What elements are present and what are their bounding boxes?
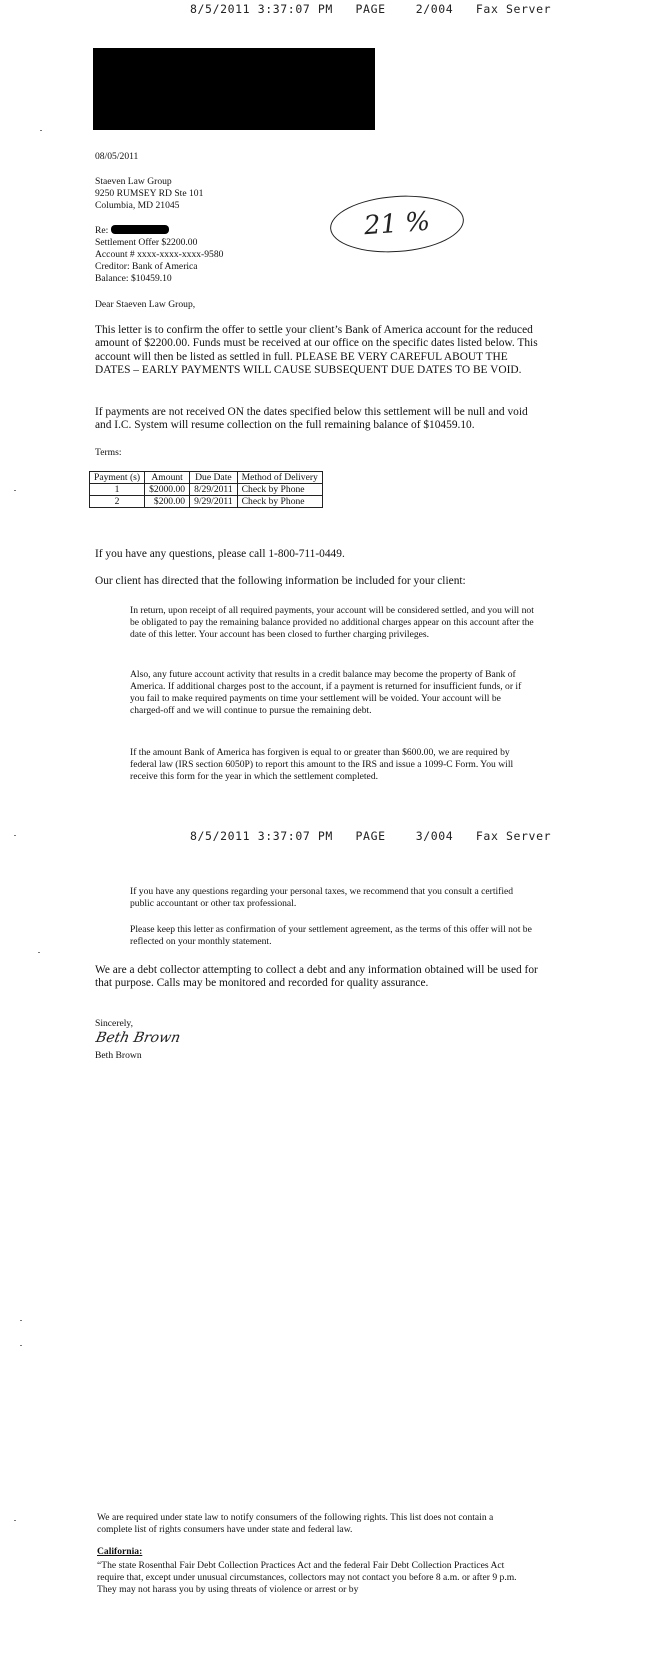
scan-speck xyxy=(14,835,16,836)
fax-header-page-2: 8/5/2011 3:37:07 PM PAGE 2/004 Fax Server xyxy=(190,2,552,16)
scan-speck xyxy=(14,490,16,491)
redacted-name xyxy=(111,225,169,234)
questions-line: If you have any questions, please call 1-800-711-0449. xyxy=(95,548,345,560)
account-number: Account # xxxx-xxxx-xxxx-9580 xyxy=(95,249,224,260)
re-label: Re: xyxy=(95,225,109,236)
scan-speck xyxy=(14,1520,16,1521)
state-law-notice: We are required under state law to notify consumers of the following rights. This list does not contain a complete list of rights consumers have under state and federal law. xyxy=(97,1512,494,1535)
terms-header-row xyxy=(90,472,323,484)
signer-name: Beth Brown xyxy=(95,1050,142,1061)
table-row xyxy=(90,484,323,496)
handwritten-percent-circle xyxy=(328,191,466,256)
california-heading: California: xyxy=(97,1546,143,1557)
letter-date: 08/05/2011 xyxy=(95,151,139,162)
salutation: Dear Staeven Law Group, xyxy=(95,299,196,310)
settlement-offer: Settlement Offer $2200.00 xyxy=(95,237,198,248)
redacted-letterhead xyxy=(93,48,375,130)
creditor: Creditor: Bank of America xyxy=(95,261,198,272)
scan-speck xyxy=(20,1320,22,1321)
terms-table-wrapper xyxy=(89,471,323,508)
fax-header-page-3: 8/5/2011 3:37:07 PM PAGE 3/004 Fax Server xyxy=(190,829,552,843)
debt-collector-notice: We are a debt collector attempting to collect a debt and any information obtained will be used for that purpose. Calls may be monitored and recorded for quality assurance. xyxy=(95,964,538,990)
null-void-paragraph: If payments are not received ON the dates specified below this settlement will be null and void and I.C. System will resume collection on the full remaining balance of $10459.10. xyxy=(95,406,528,432)
indent-irs-paragraph: If the amount Bank of America has forgiven is equal to or greater than $600.00, we are required by federal law (IRS section 6050P) to report this amount to the IRS and issue a 1099-C Form. You will receive this form for the year in which the settlement completed. xyxy=(130,747,514,782)
table-row xyxy=(90,496,323,508)
terms-table xyxy=(89,471,323,508)
recipient-city: Columbia, MD 21045 xyxy=(95,200,180,211)
balance: Balance: $10459.10 xyxy=(95,273,172,284)
payment-due-date: 9/29/2011 xyxy=(190,496,238,508)
closing: Sincerely, xyxy=(95,1018,134,1029)
terms-label: Terms: xyxy=(95,447,122,458)
terms-header: Payment (s) xyxy=(90,472,145,484)
re-line xyxy=(95,225,223,237)
handwritten-signature: Beth Brown xyxy=(94,1030,182,1046)
indent-keep-letter-paragraph: Please keep this letter as confirmation of your settlement agreement, as the terms of this offer will not be reflected on your monthly statement. xyxy=(130,924,532,947)
confirmation-paragraph: This letter is to confirm the offer to settle your client’s Bank of America account for the reduced amount of $2200.00. Funds must be received at our office on the specific dates listed below. This account will then be listed as settled in full. PLEASE BE VERY CAREFUL ABOUT THE DATES – EARLY PAYMENTS WILL CAUSE SUBSEQUENT DUE DATES TO BE VOID. xyxy=(95,324,538,377)
client-directed-line: Our client has directed that the following information be included for your client: xyxy=(95,575,466,587)
handwritten-percent: 21 % xyxy=(363,206,431,242)
recipient-street: 9250 RUMSEY RD Ste 101 xyxy=(95,188,204,199)
payment-due-date: 8/29/2011 xyxy=(190,484,238,496)
indent-settled-paragraph: In return, upon receipt of all required payments, your account will be considered settled, and you will not be obligated to pay the remaining balance provided no additional charges appear on this account after the date of this letter. Your account has been closed to further charging privileges. xyxy=(130,605,534,640)
payment-number: 2 xyxy=(90,496,145,508)
scan-speck xyxy=(40,130,42,131)
scan-speck xyxy=(38,952,40,953)
recipient-name: Staeven Law Group xyxy=(95,176,172,187)
california-rights-text: “The state Rosenthal Fair Debt Collection Practices Act and the federal Fair Debt Collection Practices Act require that, except under unusual circumstances, collectors may not contact you before 8 a.m. or after 9 p.m. They may not harass you by using threats of violence or arrest or by xyxy=(97,1560,517,1595)
terms-header: Due Date xyxy=(190,472,238,484)
scan-speck xyxy=(20,1345,22,1346)
account-details xyxy=(95,225,223,285)
payment-method: Check by Phone xyxy=(237,496,322,508)
indent-tax-paragraph: If you have any questions regarding your personal taxes, we recommend that you consult a certified public accountant or other tax professional. xyxy=(130,886,514,909)
payment-method: Check by Phone xyxy=(237,484,322,496)
terms-header: Method of Delivery xyxy=(237,472,322,484)
payment-number: 1 xyxy=(90,484,145,496)
payment-amount: $200.00 xyxy=(145,496,190,508)
terms-header: Amount xyxy=(145,472,190,484)
indent-credit-balance-paragraph: Also, any future account activity that results in a credit balance may become the property of Bank of America. If additional charges post to the account, if a payment is returned for insufficient funds, or if you fail to make required payments on time your settlement will be voided. Your account will be charged-off and we will continue to pursue the remaining debt. xyxy=(130,669,522,716)
payment-amount: $2000.00 xyxy=(145,484,190,496)
recipient-address xyxy=(95,176,203,212)
